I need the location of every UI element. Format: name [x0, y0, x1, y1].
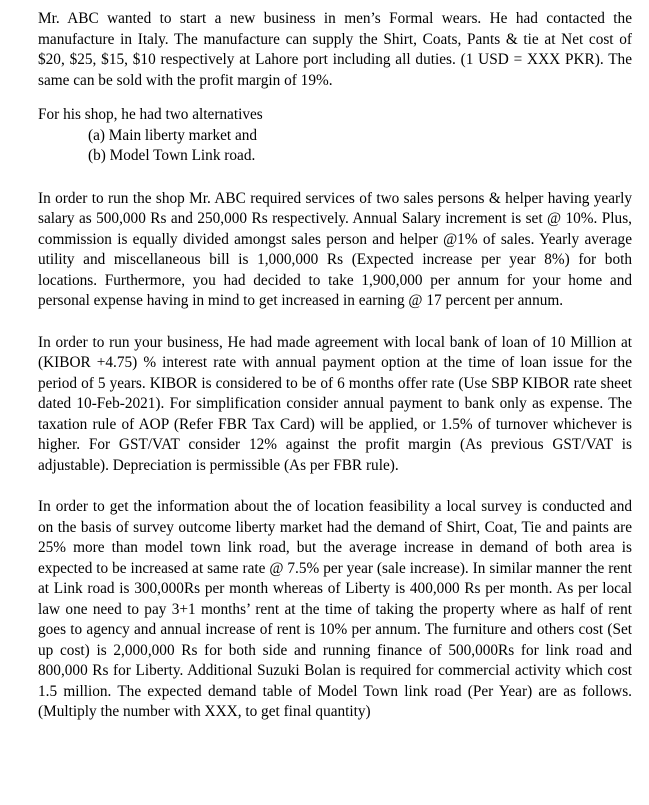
spacer — [38, 312, 632, 333]
list-item: (a) Main liberty market and — [88, 126, 258, 144]
spacer — [38, 167, 632, 189]
paragraph-loan-taxation: In order to run your business, He had made agreement with local bank of loan of 10 Million at (KIBOR +4.75) % interest rate with annual payment option at the time of loan issue for the period of 5 years. KIBOR is considered to be of 6 months offer rate (Use SBP KIBOR rate sheet dated 10-Feb-2021). For simplification consider annual payment to bank only as expense. The taxation rule of AOP (Refer FBR Tax Card) will be applied, or 1.5% of turnover whichever is higher. For GST/VAT consider 12% against the profit margin (As previous GST/VAT is adjustable). Depreciation is permissible (As per FBR rule). — [38, 333, 632, 474]
paragraph-location-survey: In order to get the information about the of location feasibility a local survey is conducted and on the basis of survey outcome liberty market had the demand of Shirt, Coat, Tie and paints are 25% more than model town link road, but the average increase in demand of both area is expected to be increased at same rate @ 7.5% per year (sale increase). In similar manner the rent at Link road is 300,000Rs per month whereas of Liberty is 400,000 Rs per month. As per local law one need to pay 3+1 months’ rent at the time of taking the property where as half of rent goes to agency and annual increase of rent is 10% per annum. The furniture and others cost (Set up cost) is 2,000,000 Rs for both side and running finance of 500,000Rs for link road and 800,000 Rs for Liberty. Additional Suzuki Bolan is required for commercial activity which cost 1.5 million. The expected demand table of Model Town link road (Per Year) are as follows. (Multiply the number with XXX, to get final quantity) — [38, 498, 632, 720]
alternatives-list — [38, 126, 632, 167]
spacer — [38, 476, 632, 497]
paragraph-alternatives-intro: For his shop, he had two alternatives — [38, 106, 263, 123]
spacer — [38, 97, 632, 105]
paragraph-staff-costs: In order to run the shop Mr. ABC required services of two sales persons & helper having yearly salary as 500,000 Rs and 250,000 Rs respectively. Annual Salary increment is set @ 10%. Plus, commission is equally divided amongst sales person and helper @1% of sales. Yearly average utility and miscellaneous bill is 1,000,000 Rs (Expected increase per year 8%) for both locations. Furthermore, you had decided to take 1,900,000 per annum for your home and personal expense having in mind to get increased in earning @ 17 percent per annum. — [38, 189, 632, 309]
paragraph-business-intro: Mr. ABC wanted to start a new business in men’s Formal wears. He had contacted the manufacture in Italy. The manufacture can supply the Shirt, Coats, Pants & tie at Net cost of $20, $25, $15, $10 respectively at Lahore port including all duties. (1 USD = XXX PKR). The same can be sold with the profit margin of 19%. — [38, 10, 632, 89]
document-body — [38, 9, 632, 723]
list-item: (b) Model Town Link road. — [88, 147, 256, 164]
